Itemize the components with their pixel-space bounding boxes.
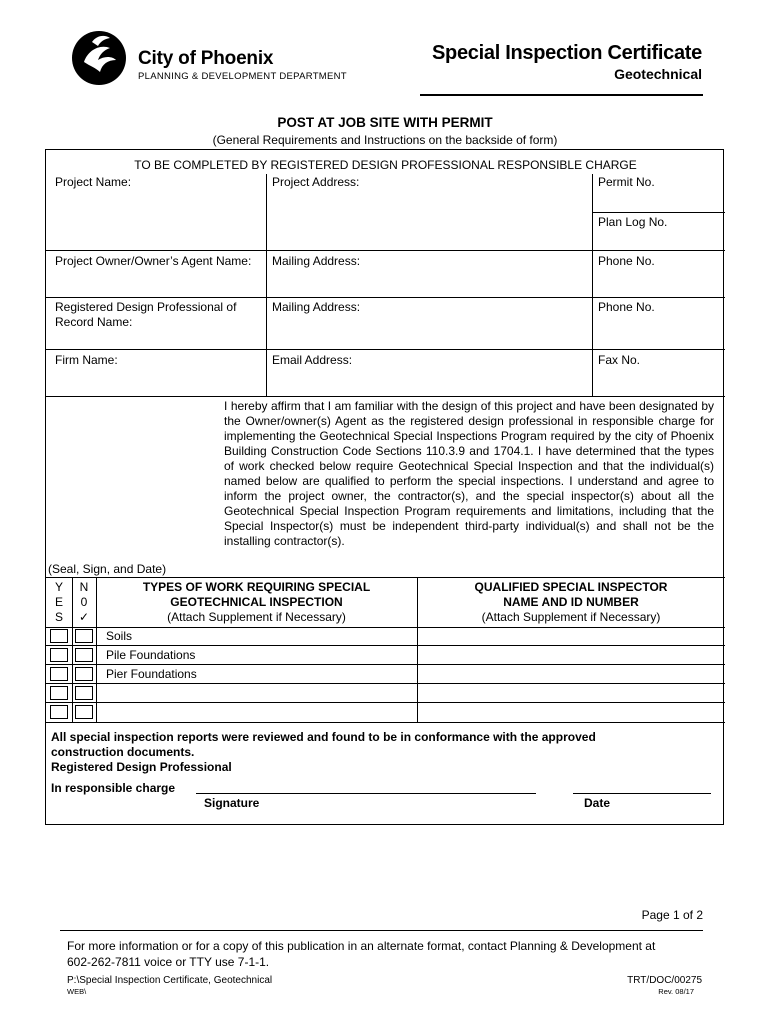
owner-name-field[interactable]: Project Owner/Owner’s Agent Name:: [55, 254, 252, 268]
conformance-statement: All special inspection reports were reviewed and found to be in conformance with the approved construction documents. Registered Design Professional: [51, 730, 596, 774]
yes-checkbox[interactable]: [50, 667, 68, 681]
row-line: [46, 645, 725, 646]
seal-sign-date-label[interactable]: (Seal, Sign, and Date): [48, 562, 167, 576]
table-header-divider: [46, 627, 725, 628]
yes-header: Y E S: [54, 580, 63, 624]
row-divider-4: [46, 396, 725, 397]
rdp-name-label-1[interactable]: Registered Design Professional of: [55, 300, 237, 314]
work-type-pier-foundations: Pier Foundations: [106, 667, 197, 681]
post-subtitle: (General Requirements and Instructions on the backside of form): [212, 133, 558, 147]
mailing-address-field-1[interactable]: Mailing Address:: [272, 254, 361, 268]
qualified-inspector-header: QUALIFIED SPECIAL INSPECTOR NAME AND ID NUMBER (Attach Supplement if Necessary): [474, 580, 668, 624]
yes-checkbox[interactable]: [50, 648, 68, 662]
signature-label: Signature: [204, 796, 260, 810]
col-divider-2: [592, 174, 593, 396]
col-divider-1: [266, 174, 267, 396]
firm-name-field[interactable]: Firm Name:: [55, 353, 118, 367]
email-address-field[interactable]: Email Address:: [272, 353, 353, 367]
row-divider-3: [46, 349, 725, 350]
signature-line[interactable]: [196, 793, 536, 794]
work-type-soils: Soils: [106, 629, 133, 643]
date-line[interactable]: [573, 793, 711, 794]
responsible-charge-label: In responsible charge: [51, 781, 176, 795]
section-header: TO BE COMPLETED BY REGISTERED DESIGN PROFESSIONAL RESPONSIBLE CHARGE: [134, 158, 637, 172]
rdp-name-label-2[interactable]: Record Name:: [55, 315, 133, 329]
footer-web: WEB\: [67, 987, 87, 996]
row-line: [46, 702, 725, 703]
row-divider-2: [46, 297, 725, 298]
phone-no-field-2[interactable]: Phone No.: [598, 300, 655, 314]
permit-no-field[interactable]: Permit No.: [598, 175, 655, 189]
plan-log-no-field[interactable]: Plan Log No.: [598, 215, 668, 229]
row-line: [46, 683, 725, 684]
city-logo: [70, 28, 360, 86]
row-divider-1: [46, 250, 725, 251]
work-type-pile-foundations: Pile Foundations: [106, 648, 196, 662]
types-of-work-header: TYPES OF WORK REQUIRING SPECIAL GEOTECHNICAL INSPECTION (Attach Supplement if Necessary): [142, 580, 371, 624]
org-name: City of Phoenix: [138, 48, 274, 69]
dept-name: PLANNING & DEVELOPMENT DEPARTMENT: [138, 71, 347, 82]
footer-revision: Rev. 08/17: [658, 987, 694, 996]
affirmation-text: I hereby affirm that I am familiar with the design of this project and have been designated by the Owner/owner(s) Agent as the registered design professional in responsible charge for implementing the Geotechnical Special Inspections Program required by the city of Phoenix Building Construction Code Sections 110.3.9 and 1704.1. I have determined that the types of work checked below require Geotechnical Special Inspection and that the individual(s) named below are qualified to perform the special inspections. I understand and agree to inform the project owner, the contractor(s), and the special inspector(s) about all the Geotechnical Special Inspection Program requirements and limitations, including that the Special Inspector(s) must be independent third-party individual(s) and shall not be the installing contractor(s).: [224, 399, 714, 548]
row-line: [46, 664, 725, 665]
no-checkbox[interactable]: [75, 629, 93, 643]
project-name-field[interactable]: Project Name:: [55, 175, 132, 189]
no-checkbox[interactable]: [75, 648, 93, 662]
certificate-subtitle: Geotechnical: [614, 66, 702, 82]
header-rule: [420, 94, 703, 96]
phone-no-field-1[interactable]: Phone No.: [598, 254, 655, 268]
yes-checkbox[interactable]: [50, 686, 68, 700]
project-address-field[interactable]: Project Address:: [272, 175, 360, 189]
page-number: Page 1 of 2: [641, 908, 703, 922]
fax-no-field[interactable]: Fax No.: [598, 353, 641, 367]
post-title: POST AT JOB SITE WITH PERMIT: [277, 115, 493, 130]
yes-checkbox[interactable]: [50, 629, 68, 643]
footer-rule: [60, 930, 703, 931]
yes-checkbox[interactable]: [50, 705, 68, 719]
permit-divider: [592, 212, 725, 213]
footer-file-path: P:\Special Inspection Certificate, Geotechnical: [67, 975, 273, 986]
certificate-title: Special Inspection Certificate: [432, 42, 702, 64]
footer-info: For more information or for a copy of this publication in an alternate format, contact Planning & Development at 602-262-7811 voice or TTY use 7-1-1.: [67, 939, 656, 969]
mailing-address-field-2[interactable]: Mailing Address:: [272, 300, 361, 314]
date-label: Date: [584, 796, 611, 810]
row-line: [46, 722, 725, 723]
footer-doc-number: TRT/DOC/00275: [627, 975, 702, 986]
no-checkbox[interactable]: [75, 705, 93, 719]
no-header: N 0 ✓: [78, 580, 90, 624]
phoenix-bird-icon: [70, 28, 128, 86]
form-box: [45, 149, 724, 825]
no-checkbox[interactable]: [75, 686, 93, 700]
row-divider-5: [46, 577, 725, 578]
no-checkbox[interactable]: [75, 667, 93, 681]
